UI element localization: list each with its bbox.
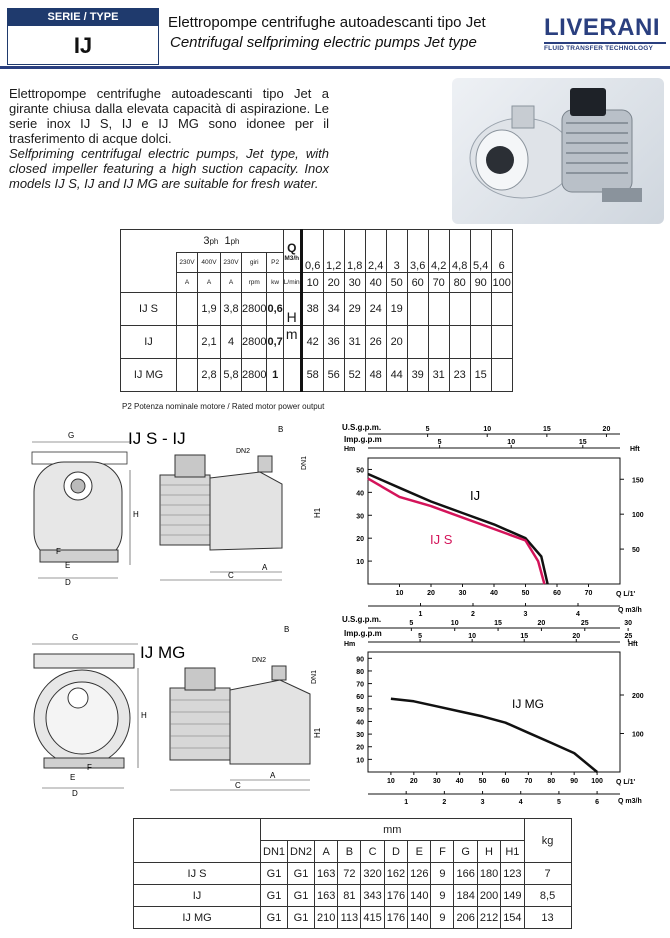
perf-h-1: 56: [323, 359, 344, 392]
x-tick-label: 50: [521, 590, 530, 597]
perf-kw: 0,6: [267, 293, 283, 326]
perf-hm-label: [283, 359, 301, 392]
perf-rpm: 2800: [242, 326, 267, 359]
usgpm-tick-label: 10: [483, 426, 492, 433]
spec-val: G1: [261, 863, 288, 885]
y-tick-label: 80: [356, 668, 364, 676]
top-hm-label: Hm: [344, 446, 356, 453]
m3h-tick-label: 2: [471, 611, 475, 618]
hft-tick-label: 50: [632, 547, 640, 555]
brand-tagline: FLUID TRANSFER TECHNOLOGY: [544, 45, 653, 52]
flow-m3h-2: 1,8: [344, 230, 365, 273]
flow-lmin-6: 70: [428, 273, 449, 293]
y-tick-label: 10: [356, 757, 364, 765]
spec-val: 9: [431, 907, 454, 929]
dim-f-mg: F: [87, 763, 92, 772]
impgpm-tick-label: 25: [624, 633, 633, 640]
curve-label-ijmg: IJ MG: [512, 697, 544, 711]
m3h-tick-label: 6: [595, 799, 600, 806]
usgpm-tick-label: 15: [542, 426, 551, 433]
spec-val: 415: [361, 907, 384, 929]
flow-m3h-9: 6: [491, 230, 512, 273]
ph3-sub: ph: [209, 237, 219, 246]
m3h-tick-label: 4: [576, 611, 580, 618]
dim-d-mg: D: [72, 789, 78, 798]
impgpm-tick-label: 20: [572, 633, 581, 640]
m3h-tick-label: 3: [523, 611, 528, 618]
mm-label: mm: [261, 819, 525, 841]
bottom-usgpm-label: U.S.g.p.m.: [342, 615, 382, 624]
perf-h-8: 15: [470, 359, 491, 392]
dim-d: D: [65, 578, 71, 587]
spec-val: 210: [315, 907, 338, 929]
perf-model: IJ: [121, 326, 177, 359]
dim-c: C: [228, 571, 234, 580]
usgpm-tick-label: 20: [602, 426, 611, 433]
impgpm-tick-label: 5: [437, 439, 442, 446]
spec-head-e: E: [408, 841, 431, 863]
x-tick-label: 40: [455, 778, 464, 785]
spec-head-h1: H1: [501, 841, 524, 863]
drawing-title-ijs-ij: IJ S - IJ: [128, 429, 186, 448]
flow-lmin-0: 10: [301, 273, 323, 293]
unit-a-1: A: [177, 273, 198, 293]
m3h-tick-label: 3: [480, 799, 485, 806]
spec-val: 200: [477, 885, 500, 907]
perf-h-4: 19: [386, 293, 407, 326]
spec-val: 206: [454, 907, 477, 929]
spec-val: G1: [261, 907, 288, 929]
flow-m3h-0: 0,6: [301, 230, 323, 273]
perf-h-0: 58: [301, 359, 323, 392]
perf-h-4: 20: [386, 326, 407, 359]
perf-h-6: [428, 326, 449, 359]
x-tick-label: 40: [490, 590, 498, 597]
spec-val: 343: [361, 885, 384, 907]
spec-val: 162: [384, 863, 407, 885]
spec-val: 176: [384, 885, 407, 907]
spec-val: 140: [408, 885, 431, 907]
brand-name: LIVERANI: [544, 14, 661, 41]
bottom-x-unit: Q L/1': [616, 779, 636, 786]
impgpm-tick-label: 5: [418, 633, 423, 640]
drawing-ijmg: [20, 618, 325, 798]
spec-val: 126: [408, 863, 431, 885]
y-tick-label: 70: [356, 681, 364, 689]
impgpm-tick-label: 15: [578, 439, 587, 446]
impgpm-tick-label: 10: [507, 439, 516, 446]
flow-m3h-6: 4,2: [428, 230, 449, 273]
perf-h-7: [449, 326, 470, 359]
spec-kg: 7: [524, 863, 571, 885]
y-tick-label: 50: [356, 706, 364, 714]
volt-230b: 230V: [221, 253, 242, 273]
y-tick-label: 30: [356, 513, 364, 521]
perf-h-2: 29: [344, 293, 365, 326]
x-tick-label: 10: [395, 590, 404, 597]
m3h-tick-label: 2: [442, 799, 447, 806]
dim-e: E: [65, 561, 71, 570]
usgpm-tick-label: 5: [409, 620, 414, 627]
volt-400: 400V: [198, 253, 221, 273]
bottom-hft-label: Hft: [628, 641, 638, 648]
spec-head-d: D: [384, 841, 407, 863]
perf-rpm: 2800: [242, 293, 267, 326]
q-label: Q: [287, 240, 297, 255]
perf-h-3: 24: [365, 293, 386, 326]
perf-hm-label: m: [283, 326, 301, 359]
flow-m3h-4: 3: [386, 230, 407, 273]
x-tick-label: 20: [409, 778, 418, 785]
bottom-hm-label: Hm: [344, 641, 356, 648]
drawing-ijs-ij: [20, 420, 325, 595]
perf-row: [121, 359, 513, 392]
perf-h-5: [407, 326, 428, 359]
perf-a400: 1,9: [198, 293, 221, 326]
unit-rpm: rpm: [242, 273, 267, 293]
dim-dn1: DN1: [301, 455, 308, 470]
spec-val: 81: [338, 885, 361, 907]
spec-head-h: H: [477, 841, 500, 863]
y-tick-label: 20: [356, 536, 364, 544]
top-x-unit: Q L/1': [616, 591, 636, 598]
brand-logo: [544, 14, 666, 58]
perf-a230b: 3,8: [221, 293, 242, 326]
dim-h-mg: H: [141, 711, 147, 720]
dim-b: B: [278, 425, 284, 434]
dim-c-mg: C: [235, 781, 241, 790]
spec-val: 163: [315, 863, 338, 885]
spec-head-dn1: DN1: [261, 841, 288, 863]
m3h-tick-label: 1: [404, 799, 409, 806]
dim-dn1-mg: DN1: [311, 669, 318, 684]
unit-a-2: A: [198, 273, 221, 293]
chart-ijmg: [330, 612, 668, 808]
spec-val: 212: [477, 907, 500, 929]
title-italian: Elettropompe centrifughe autoadescanti tipo Jet: [168, 14, 486, 31]
x-tick-label: 70: [584, 590, 593, 597]
spec-val: 149: [501, 885, 524, 907]
y-tick-label: 40: [356, 490, 364, 498]
perf-h-9: [491, 359, 512, 392]
dim-f: F: [56, 547, 61, 556]
spec-val: 140: [408, 907, 431, 929]
flow-lmin-7: 80: [449, 273, 470, 293]
flow-lmin-1: 20: [323, 273, 344, 293]
perf-h-0: 42: [301, 326, 323, 359]
perf-rpm: 2800: [242, 359, 267, 392]
dim-g: G: [68, 431, 75, 440]
x-tick-label: 100: [591, 778, 603, 785]
curve-label-ijs: IJ S: [430, 532, 453, 547]
flow-lmin-9: 100: [491, 273, 512, 293]
usgpm-tick-label: 10: [450, 620, 459, 627]
hft-tick-label: 100: [632, 512, 644, 520]
flow-m3h-7: 4,8: [449, 230, 470, 273]
dim-dn2-mg: DN2: [252, 657, 267, 664]
spec-head-c: C: [361, 841, 384, 863]
y-tick-label: 30: [356, 732, 364, 740]
plot-frame: [368, 652, 620, 772]
drawing-title-ijmg: IJ MG: [140, 643, 186, 662]
perf-h-7: 23: [449, 359, 470, 392]
usgpm-tick-label: 5: [425, 426, 430, 433]
flow-lmin-5: 60: [407, 273, 428, 293]
perf-h-9: [491, 293, 512, 326]
perf-h-3: 48: [365, 359, 386, 392]
spec-model: IJ: [134, 885, 261, 907]
x-tick-label: 20: [427, 590, 435, 597]
intro-text: [9, 86, 329, 191]
y-tick-label: 20: [356, 744, 364, 752]
perf-a400: 2,1: [198, 326, 221, 359]
dim-h1: H1: [313, 507, 322, 518]
bottom-m3h-unit: Q m3/h: [618, 798, 642, 805]
top-usgpm-label: U.S.g.p.m.: [342, 423, 382, 432]
curve-ij-mg: [391, 699, 597, 772]
spec-val: 166: [454, 863, 477, 885]
y-tick-label: 90: [356, 656, 364, 664]
flow-m3h-1: 1,2: [323, 230, 344, 273]
volt-230: 230V: [177, 253, 198, 273]
perf-hm-label: H: [283, 293, 301, 326]
dim-a: A: [262, 563, 268, 572]
spec-head-a: A: [315, 841, 338, 863]
bottom-impgpm-label: Imp.g.p.m: [344, 629, 382, 638]
ph1-label: 1: [224, 235, 231, 247]
spec-kg: 13: [524, 907, 571, 929]
x-tick-label: 50: [478, 778, 487, 785]
impgpm-tick-label: 10: [468, 633, 477, 640]
perf-h-6: 31: [428, 359, 449, 392]
spec-val: G1: [288, 907, 315, 929]
perf-h-2: 52: [344, 359, 365, 392]
serie-box: [7, 8, 159, 65]
q-m3h-label: M3/h: [284, 254, 300, 262]
performance-table: [120, 229, 513, 392]
m3h-tick-label: 4: [518, 799, 523, 806]
chart-ijs-ij: [330, 418, 668, 618]
serie-label: SERIE / TYPE: [8, 9, 158, 26]
dim-dn2: DN2: [236, 448, 251, 455]
p2-footnote: P2 Potenza nominale motore / Rated motor power output: [122, 402, 325, 411]
spec-val: 320: [361, 863, 384, 885]
perf-kw: 0,7: [267, 326, 283, 359]
perf-a230b: 4: [221, 326, 242, 359]
x-tick-label: 30: [432, 778, 441, 785]
perf-a230: [177, 293, 198, 326]
usgpm-tick-label: 25: [580, 620, 589, 627]
spec-val: G1: [288, 885, 315, 907]
spec-val: 113: [338, 907, 361, 929]
spec-val: 9: [431, 885, 454, 907]
unit-a-3: A: [221, 273, 242, 293]
curve-ij-s: [368, 479, 544, 584]
perf-model: IJ MG: [121, 359, 177, 392]
x-tick-label: 30: [458, 590, 467, 597]
dim-h: H: [133, 510, 139, 519]
intro-italian: Elettropompe centrifughe autoadescanti tipo Jet a girante chiusa dalla elevata capacità di aspirazione. Le serie inox IJ S, IJ e IJ MG sono idonee per il trasferimento di acque dolci.: [9, 86, 329, 146]
impgpm-tick-label: 15: [520, 633, 529, 640]
top-hft-label: Hft: [630, 446, 640, 453]
spec-model: IJ S: [134, 863, 261, 885]
flow-lmin-2: 30: [344, 273, 365, 293]
spec-val: G1: [261, 885, 288, 907]
perf-a400: 2,8: [198, 359, 221, 392]
perf-h-7: [449, 293, 470, 326]
spec-val: 176: [384, 907, 407, 929]
x-tick-label: 80: [547, 778, 556, 785]
x-tick-label: 60: [501, 778, 510, 785]
flow-lmin-8: 90: [470, 273, 491, 293]
q-lmin-label: L/min: [283, 273, 301, 293]
pump-photo: [452, 78, 664, 224]
kg-label: kg: [524, 819, 571, 863]
spec-head-g: G: [454, 841, 477, 863]
perf-a230: [177, 359, 198, 392]
perf-h-6: [428, 293, 449, 326]
perf-h-1: 34: [323, 293, 344, 326]
hft-tick-label: 100: [632, 731, 644, 739]
m3h-tick-label: 5: [556, 799, 561, 806]
perf-h-5: 39: [407, 359, 428, 392]
perf-h-8: [470, 326, 491, 359]
flow-m3h-5: 3,6: [407, 230, 428, 273]
dim-b-mg: B: [284, 625, 290, 634]
hft-tick-label: 150: [632, 477, 644, 485]
usgpm-tick-label: 30: [624, 620, 633, 627]
spec-val: 72: [338, 863, 361, 885]
usgpm-tick-label: 15: [494, 620, 502, 627]
spec-val: 184: [454, 885, 477, 907]
ph3-label: 3: [203, 235, 210, 247]
flow-lmin-4: 50: [386, 273, 407, 293]
x-tick-label: 60: [553, 590, 561, 597]
unit-kw: kw: [267, 273, 283, 293]
spec-row: [134, 885, 572, 907]
intro-english: Selfpriming centrifugal electric pumps, Jet type, with closed impeller featuring a high suction capacity. Inox models IJ S, IJ and IJ MG are suitable for fresh water.: [9, 146, 329, 191]
title-english: Centrifugal selfpriming electric pumps Jet type: [170, 34, 477, 51]
spec-model: IJ MG: [134, 907, 261, 929]
perf-h-8: [470, 293, 491, 326]
spec-row: [134, 907, 572, 929]
spec-head-dn2: DN2: [288, 841, 315, 863]
spec-val: 154: [501, 907, 524, 929]
dimensions-table: [133, 818, 572, 929]
dim-e-mg: E: [70, 773, 76, 782]
curve-ij: [368, 474, 548, 584]
ph1-sub: ph: [230, 237, 240, 246]
perf-row: [121, 293, 513, 326]
hft-tick-label: 200: [632, 692, 644, 700]
perf-h-3: 26: [365, 326, 386, 359]
perf-h-1: 36: [323, 326, 344, 359]
x-tick-label: 10: [387, 778, 395, 785]
spec-val: 123: [501, 863, 524, 885]
plot-frame: [368, 458, 620, 584]
m3h-tick-label: 1: [418, 611, 423, 618]
usgpm-tick-label: 20: [537, 620, 546, 627]
spec-kg: 8,5: [524, 885, 571, 907]
perf-h-5: [407, 293, 428, 326]
curve-label-ij: IJ: [470, 488, 481, 503]
y-tick-label: 40: [356, 719, 364, 727]
perf-kw: 1: [267, 359, 283, 392]
spec-row: [134, 863, 572, 885]
flow-lmin-3: 40: [365, 273, 386, 293]
top-impgpm-label: Imp.g.p.m: [344, 435, 382, 444]
y-tick-label: 10: [356, 559, 364, 567]
serie-code: IJ: [73, 33, 93, 58]
dim-a-mg: A: [270, 771, 276, 780]
perf-h-4: 44: [386, 359, 407, 392]
p2-label: P2: [267, 253, 283, 273]
perf-h-2: 31: [344, 326, 365, 359]
flow-m3h-8: 5,4: [470, 230, 491, 273]
perf-row: [121, 326, 513, 359]
x-tick-label: 90: [570, 778, 579, 785]
perf-model: IJ S: [121, 293, 177, 326]
spec-head-f: F: [431, 841, 454, 863]
x-tick-label: 70: [524, 778, 533, 785]
flow-m3h-3: 2,4: [365, 230, 386, 273]
spec-val: 9: [431, 863, 454, 885]
perf-h-0: 38: [301, 293, 323, 326]
header-rule: [0, 66, 670, 69]
perf-h-9: [491, 326, 512, 359]
perf-a230b: 5,8: [221, 359, 242, 392]
spec-val: G1: [288, 863, 315, 885]
giri-label: giri: [242, 253, 267, 273]
spec-head-b: B: [338, 841, 361, 863]
y-tick-label: 50: [356, 467, 364, 475]
top-m3h-unit: Q m3/h: [618, 607, 642, 614]
dim-h1-mg: H1: [313, 727, 322, 738]
spec-val: 163: [315, 885, 338, 907]
dim-g-mg: G: [72, 633, 79, 642]
spec-val: 180: [477, 863, 500, 885]
perf-a230: [177, 326, 198, 359]
y-tick-label: 60: [356, 694, 364, 702]
